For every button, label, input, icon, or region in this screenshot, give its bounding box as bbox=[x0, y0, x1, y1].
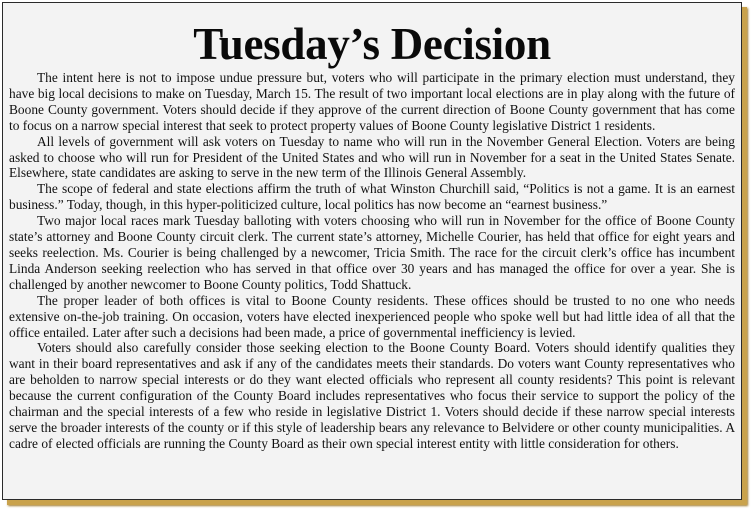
headline: Tuesday’s Decision bbox=[193, 19, 551, 69]
paragraph: Two major local races mark Tuesday balloting with voters choosing who will run in November for the office of Boone County state’s attorney and Boone County circuit clerk. The current state’s attorney, Michelle Courier, has held that office for eight years and seeks reelection. Ms. Courier is being challenged by a newcomer, Tricia Smith. The race for the circuit clerk’s office has incumbent Linda Anderson seeking reelection who has served in that office over 30 years and has managed the office for over a year. She is challenged by another newcomer to Boone County politics, Todd Shattuck. bbox=[9, 213, 735, 292]
paragraph: The intent here is not to impose undue pressure but, voters who will participate in the primary election must understand, they have big local decisions to make on Tuesday, March 15. The result of two important local elections are in play along with the future of Boone County government. Voters should decide if they approve of the current direction of Boone County government that has come to focus on a narrow special interest that seek to protect property values of Boone County legislative District 1 residents. bbox=[9, 70, 735, 133]
paragraph: Voters should also carefully consider those seeking election to the Boone County Board. Voters should identify qualities they want in their board representatives and ask if any of the candidates meets their standards. Do voters want County representatives who are beholden to narrow special interests or do they want elected officials who represent all county residents? This point is relevant because the current configuration of the County Board includes representatives who focus their service to support the policy of the chairman and the special interests of a few who reside in legislative District 1. Voters should decide if these narrow special interests serve the broader interests of the county or if this style of leadership bears any relevance to Belvidere or other county municipalities. A cadre of elected officials are running the County Board as their own special interest entity with little consideration for others. bbox=[9, 340, 735, 451]
paragraph: The proper leader of both offices is vital to Boone County residents. These offices should be trusted to no one who needs extensive on-the-job training. On occasion, voters have elected inexperienced people who spoke well but had little idea of all that the office entailed. Later after such a decisions had been made, a price of governmental inefficiency is levied. bbox=[9, 292, 735, 340]
paragraph: The scope of federal and state elections affirm the truth of what Winston Churchill said, “Politics is not a game. It is an earnest business.” Today, though, in this hyper-politicized culture, local politics has now become an “earnest business.” bbox=[9, 181, 735, 213]
editorial-clipping bbox=[2, 2, 742, 500]
paragraph: All levels of government will ask voters on Tuesday to name who will run in the November General Election. Voters are being asked to choose who will run for President of the United States and who will run in November for a seat in the United States Senate. Elsewhere, state candidates are asking to serve in the new term of the Illinois General Assembly. bbox=[9, 133, 735, 181]
article-body bbox=[9, 70, 735, 452]
